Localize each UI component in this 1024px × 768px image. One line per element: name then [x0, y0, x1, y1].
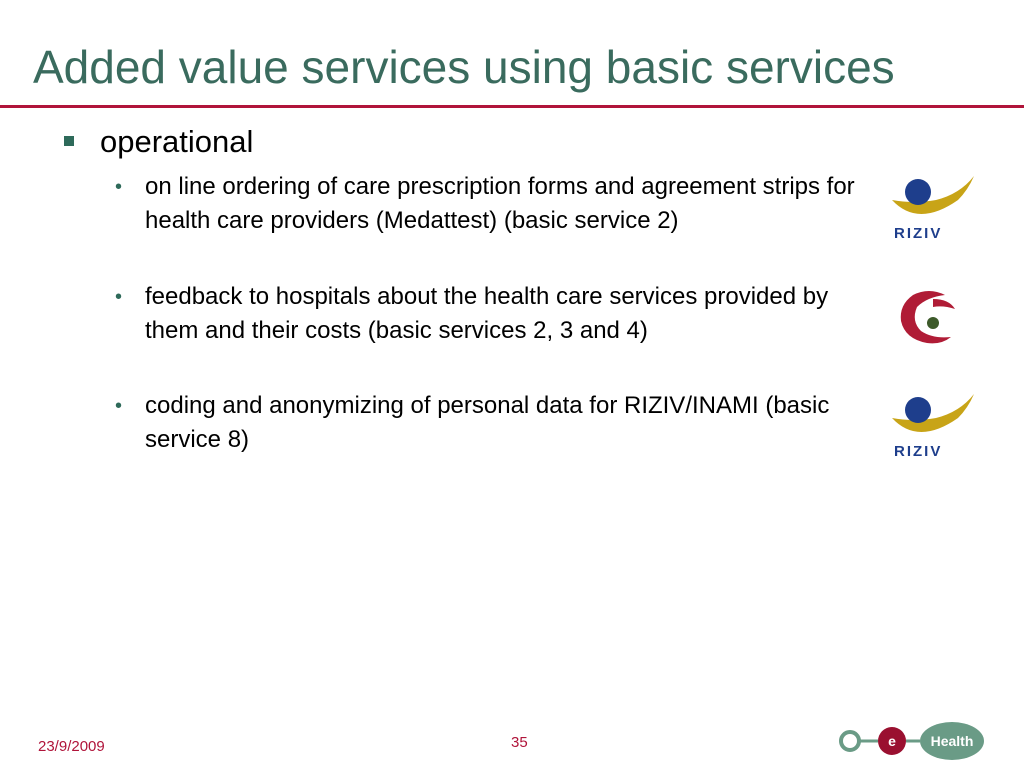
list-item — [115, 389, 855, 457]
riziv-wordmark: RIZIV — [894, 443, 943, 460]
riziv-wordmark: RIZIV — [894, 225, 943, 242]
bullet-dot-icon: • — [115, 395, 123, 417]
bullet-dot-icon: • — [115, 176, 123, 198]
page-number: 35 — [511, 734, 528, 751]
ehealth-text: Health — [930, 733, 974, 749]
bullet-text: feedback to hospitals about the health care services provided by them and their costs (basic services 2, 3 and 4) — [145, 283, 829, 344]
bullet-text: on line ordering of care prescription forms and agreement strips for health care providers (Medattest) (basic service 2) — [145, 173, 855, 234]
ehealth-logo — [838, 720, 986, 762]
riziv-logo — [888, 170, 978, 245]
footer-date: 23/9/2009 — [38, 738, 105, 755]
list-item — [115, 280, 855, 382]
page-title: Added value services using basic services — [33, 41, 895, 93]
bullet-text: coding and anonymizing of personal data for RIZIV/INAMI (basic service 8) — [145, 392, 830, 453]
hospital-logo — [893, 285, 959, 347]
list-item — [115, 170, 855, 272]
riziv-logo — [888, 388, 978, 463]
square-bullet-icon — [64, 136, 74, 146]
ehealth-e-letter: e — [888, 733, 896, 749]
title-divider — [0, 105, 1024, 108]
level1-text: operational — [100, 124, 254, 159]
bullet-dot-icon: • — [115, 286, 123, 308]
